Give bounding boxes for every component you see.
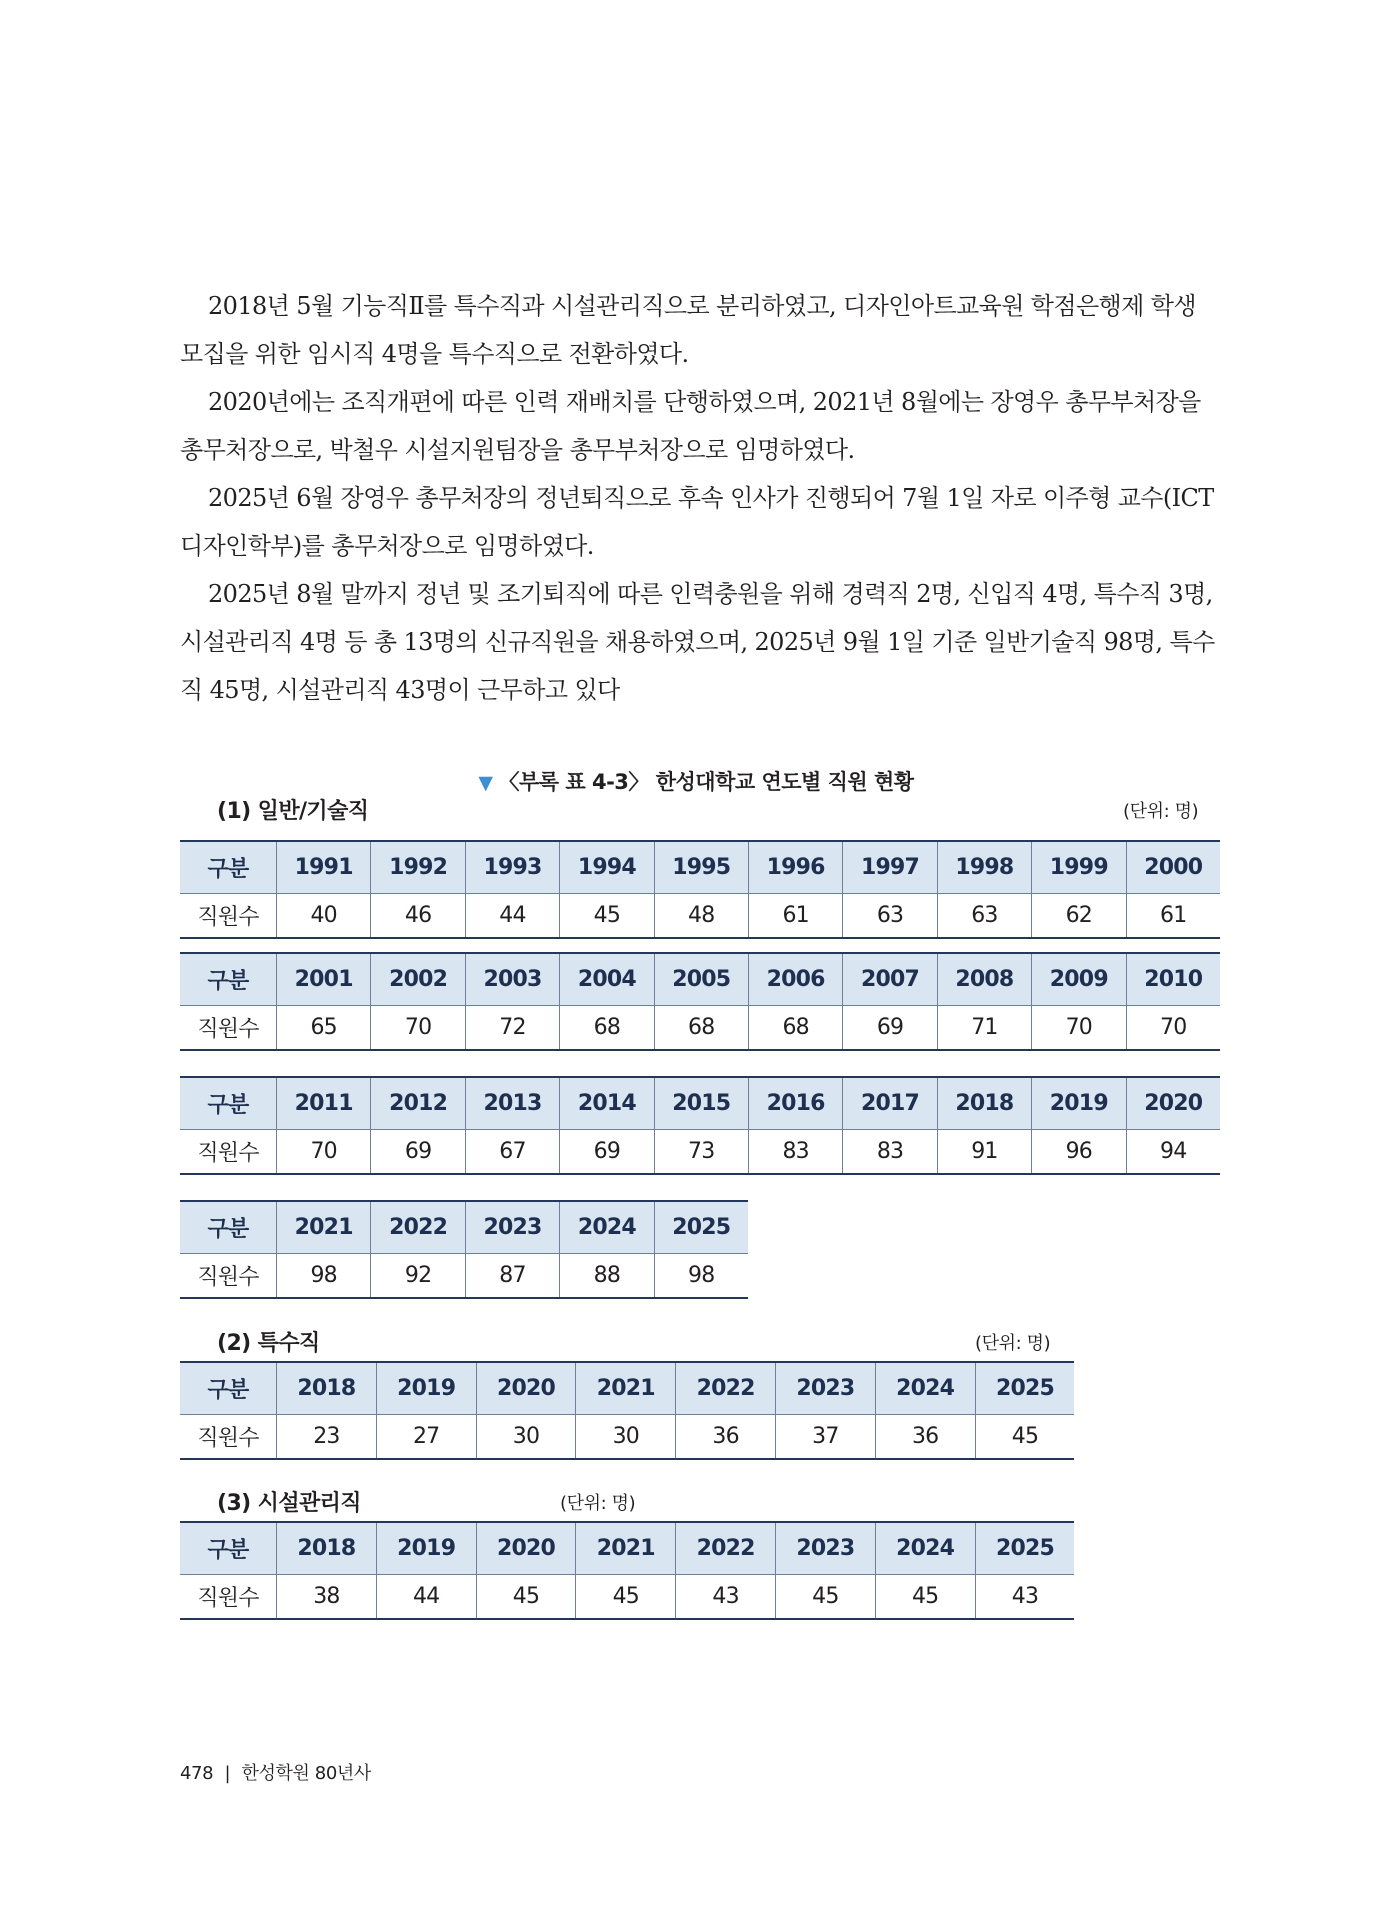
header-label-cell: 구분 [180, 1522, 277, 1575]
value-label-cell: 직원수 [180, 1130, 277, 1175]
body-text [180, 282, 1220, 714]
general-table-2011-2020 [180, 1076, 1220, 1175]
year-cell: 2021 [576, 1362, 676, 1415]
table-value-row [180, 894, 1220, 939]
count-cell: 83 [748, 1130, 842, 1175]
value-label-cell: 직원수 [180, 1006, 277, 1051]
count-cell: 73 [654, 1130, 748, 1175]
year-cell: 2020 [476, 1362, 576, 1415]
count-cell: 72 [465, 1006, 559, 1051]
count-cell: 36 [676, 1415, 776, 1460]
facility-table [180, 1521, 1074, 1620]
year-cell: 2022 [676, 1362, 776, 1415]
count-cell: 44 [376, 1575, 476, 1620]
count-cell: 68 [748, 1006, 842, 1051]
count-cell: 98 [688, 1263, 715, 1288]
table-caption [0, 766, 1392, 796]
count-cell: 27 [376, 1415, 476, 1460]
table-value-row [180, 1006, 1220, 1051]
section-title-special: (2) 특수직 [217, 1331, 320, 1356]
year-cell: 2015 [654, 1077, 748, 1130]
count-cell: 68 [560, 1006, 654, 1051]
unit-label-special: (단위: 명) [975, 1333, 1051, 1354]
unit-label-general: (단위: 명) [1123, 801, 1199, 822]
year-cell: 2025 [654, 1201, 748, 1254]
year-cell: 2021 [277, 1201, 371, 1254]
year-cell: 2009 [1032, 953, 1126, 1006]
table-value-row [180, 1130, 1220, 1175]
year-cell: 2023 [465, 1201, 559, 1254]
count-cell: 91 [937, 1130, 1031, 1175]
year-cell: 2014 [560, 1077, 654, 1130]
general-table-1991-2000 [180, 840, 1220, 939]
year-cell: 1999 [1032, 841, 1126, 894]
year-cell: 2019 [1032, 1077, 1126, 1130]
page-number: 478 [180, 1763, 214, 1784]
table-header-row [180, 953, 1220, 1006]
count-cell: 62 [1032, 894, 1126, 939]
year-cell: 1992 [371, 841, 465, 894]
count-cell: 92 [371, 1254, 465, 1299]
count-cell: 45 [1011, 1424, 1039, 1449]
year-cell: 2005 [654, 953, 748, 1006]
count-cell: 71 [937, 1006, 1031, 1051]
count-cell: 45 [576, 1575, 676, 1620]
year-cell: 2003 [465, 953, 559, 1006]
year-cell: 2004 [560, 953, 654, 1006]
count-cell: 45 [560, 894, 654, 939]
year-cell: 2008 [937, 953, 1031, 1006]
year-cell: 2013 [465, 1077, 559, 1130]
count-cell: 61 [748, 894, 842, 939]
count-cell: 70 [1032, 1006, 1126, 1051]
year-cell: 2020 [1126, 1077, 1220, 1130]
section-title-general: (1) 일반/기술직 [217, 799, 369, 824]
count-cell: 44 [465, 894, 559, 939]
triangle-marker-icon: ▼ [478, 772, 493, 794]
general-table-2021-2025 [180, 1200, 748, 1299]
count-cell: 69 [371, 1130, 465, 1175]
year-cell: 2001 [277, 953, 371, 1006]
unit-label-facility: (단위: 명) [560, 1493, 636, 1514]
table-header-row [180, 1077, 1220, 1130]
count-cell: 43 [676, 1575, 776, 1620]
year-cell: 2018 [277, 1522, 377, 1575]
year-cell: 2000 [1126, 841, 1220, 894]
year-cell: 2018 [277, 1362, 377, 1415]
table-value-row [180, 1415, 1074, 1460]
table-value-row [180, 1254, 748, 1299]
year-cell: 2019 [376, 1362, 476, 1415]
year-cell: 2023 [775, 1362, 875, 1415]
year-cell: 2017 [843, 1077, 937, 1130]
count-cell: 38 [277, 1575, 377, 1620]
count-cell: 87 [465, 1254, 559, 1299]
count-cell: 69 [843, 1006, 937, 1051]
book-title: 한성학원 80년사 [241, 1763, 371, 1784]
header-label-cell: 구분 [180, 1362, 277, 1415]
table-header-row [180, 841, 1220, 894]
count-cell: 30 [476, 1415, 576, 1460]
count-cell: 23 [277, 1415, 377, 1460]
year-cell: 1994 [560, 841, 654, 894]
count-cell: 45 [476, 1575, 576, 1620]
year-cell: 1993 [465, 841, 559, 894]
special-table [180, 1361, 1074, 1460]
count-cell: 98 [277, 1254, 371, 1299]
count-cell: 70 [277, 1130, 371, 1175]
value-label-cell: 직원수 [180, 1575, 277, 1620]
year-cell: 2010 [1126, 953, 1220, 1006]
table-header-row [180, 1362, 1074, 1415]
count-cell: 43 [1011, 1584, 1039, 1609]
count-cell: 69 [560, 1130, 654, 1175]
year-cell: 2002 [371, 953, 465, 1006]
header-label-cell: 구분 [180, 1201, 277, 1254]
paragraph-3: 2025년 6월 장영우 총무처장의 정년퇴직으로 후속 인사가 진행되어 7월 1일 자로 이주형 교수(ICT 디자인학부)를 총무처장으로 임명하였다. [180, 484, 1214, 560]
paragraph-2: 2020년에는 조직개편에 따른 인력 재배치를 단행하였으며, 2021년 8월에는 장영우 총무부처장을 총무처장으로, 박철우 시설지원팀장을 총무부처장으로 임명하였다. [180, 388, 1201, 464]
year-cell: 1995 [654, 841, 748, 894]
value-label-cell: 직원수 [180, 1415, 277, 1460]
year-cell: 2011 [277, 1077, 371, 1130]
year-cell: 2022 [371, 1201, 465, 1254]
section-title-facility: (3) 시설관리직 [217, 1491, 361, 1516]
year-cell: 2016 [748, 1077, 842, 1130]
year-cell: 2018 [937, 1077, 1031, 1130]
count-cell: 96 [1032, 1130, 1126, 1175]
paragraph-4: 2025년 8월 말까지 정년 및 조기퇴직에 따른 인력충원을 위해 경력직 2명, 신입직 4명, 특수직 3명, 시설관리직 4명 등 총 13명의 신규직원을 채용하였으며, 2025년 9월 1일 기준 일반기술직 98명, 특수직 45명, 시설관리직 43명이 근무하고 있다 [180, 580, 1215, 704]
value-label-cell: 직원수 [180, 894, 277, 939]
table-header-row [180, 1522, 1074, 1575]
year-cell: 2025 [975, 1522, 1074, 1575]
year-cell: 2025 [975, 1362, 1074, 1415]
year-cell: 2020 [476, 1522, 576, 1575]
year-cell: 2024 [875, 1522, 975, 1575]
year-cell: 2022 [676, 1522, 776, 1575]
table-caption-text: 〈부록 표 4-3〉 한성대학교 연도별 직원 현황 [498, 770, 914, 794]
count-cell: 45 [875, 1575, 975, 1620]
count-cell: 61 [1160, 903, 1187, 928]
footer-separator: | [224, 1763, 231, 1784]
year-cell: 2023 [775, 1522, 875, 1575]
year-cell: 2021 [576, 1522, 676, 1575]
count-cell: 94 [1160, 1139, 1187, 1164]
count-cell: 88 [560, 1254, 654, 1299]
count-cell: 68 [654, 1006, 748, 1051]
count-cell: 46 [371, 894, 465, 939]
value-label-cell: 직원수 [180, 1254, 277, 1299]
year-cell: 2006 [748, 953, 842, 1006]
year-cell: 1991 [277, 841, 371, 894]
year-cell: 1996 [748, 841, 842, 894]
table-header-row [180, 1201, 748, 1254]
count-cell: 30 [576, 1415, 676, 1460]
count-cell: 63 [937, 894, 1031, 939]
general-table-2001-2010 [180, 952, 1220, 1051]
count-cell: 63 [843, 894, 937, 939]
count-cell: 36 [875, 1415, 975, 1460]
header-label-cell: 구분 [180, 953, 277, 1006]
year-cell: 1997 [843, 841, 937, 894]
count-cell: 83 [843, 1130, 937, 1175]
year-cell: 2024 [875, 1362, 975, 1415]
year-cell: 1998 [937, 841, 1031, 894]
paragraph-1: 2018년 5월 기능직Ⅱ를 특수직과 시설관리직으로 분리하였고, 디자인아트교육원 학점은행제 학생 모집을 위한 임시직 4명을 특수직으로 전환하였다. [180, 292, 1196, 368]
year-cell: 2012 [371, 1077, 465, 1130]
year-cell: 2024 [560, 1201, 654, 1254]
count-cell: 70 [371, 1006, 465, 1051]
table-value-row [180, 1575, 1074, 1620]
count-cell: 48 [654, 894, 748, 939]
count-cell: 67 [465, 1130, 559, 1175]
count-cell: 40 [277, 894, 371, 939]
page-footer [180, 1759, 371, 1785]
count-cell: 45 [775, 1575, 875, 1620]
count-cell: 70 [1160, 1015, 1187, 1040]
header-label-cell: 구분 [180, 841, 277, 894]
year-cell: 2007 [843, 953, 937, 1006]
header-label-cell: 구분 [180, 1077, 277, 1130]
count-cell: 37 [775, 1415, 875, 1460]
year-cell: 2019 [376, 1522, 476, 1575]
count-cell: 65 [277, 1006, 371, 1051]
